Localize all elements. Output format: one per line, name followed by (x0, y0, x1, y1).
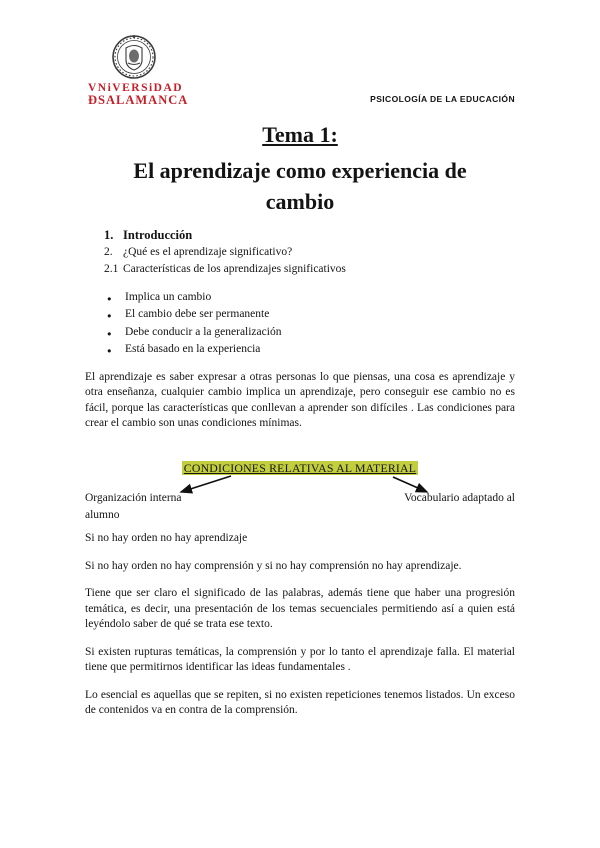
university-seal-icon (111, 34, 157, 80)
document-title-subject: El aprendizaje como experiencia de cambio (133, 158, 467, 214)
paragraph-intro: El aprendizaje es saber expresar a otras personas lo que piensas, una cosa es aprendizaje y otra enseñanza, cualquier cambio implica un aprendizaje, pero conseguir ese cambio no es fácil, porque las características que conllevan a aprender son difíciles . Las condiciones para crear el cambio son unas condiciones mínimas. (85, 370, 515, 429)
outline-item (85, 262, 515, 278)
paragraph-significado: Tiene que ser claro el significado de las palabras, además tiene que haber una progresión temática, es decir, una presentación de los temas secuenciales permitiendo así a quien está leyéndolo saber de qué se trata ese texto. (85, 587, 515, 630)
bullet-item: ● Está basado en la experiencia (85, 342, 515, 358)
document-title (100, 122, 500, 217)
outline-text: Introducción (123, 228, 193, 242)
document-title-tema: Tema 1: (262, 122, 338, 147)
bullet-list (85, 290, 515, 358)
diagram-label-right-wrap: alumno (85, 508, 120, 521)
bullet-item: ● Implica un cambio (85, 290, 515, 306)
outline-text: ¿Qué es el aprendizaje significativo? (123, 246, 293, 258)
university-name-line2: ÐSALAMANCA (88, 93, 189, 107)
document-body (85, 228, 515, 719)
diagram-labels-row (85, 491, 515, 507)
outline-list (85, 228, 515, 278)
outline-item (85, 245, 515, 261)
diagram-label-right: Vocabulario adaptado al (404, 492, 515, 504)
bullet-item: ● Debe conducir a la generalización (85, 325, 515, 341)
university-name-line1: VNiVERSiDAD (88, 82, 184, 94)
outline-number: 2. (104, 246, 113, 258)
outline-number: 2.1 (104, 263, 119, 275)
paragraph-rupturas: Si existen rupturas temáticas, la comprensión y por lo tanto el aprendizaje falla. El material tiene que permitirnos identificar las ideas fundamentales . (85, 645, 515, 673)
outline-item (85, 228, 515, 244)
diagram-label-left: Organización interna (85, 492, 182, 504)
paragraph-orden: Si no hay orden no hay aprendizaje (85, 532, 248, 544)
course-label: PSICOLOGÍA DE LA EDUCACIÓN (370, 94, 515, 104)
bullet-item: ● El cambio debe ser permanente (85, 307, 515, 323)
paragraph-comprension: Si no hay orden no hay comprensión y si no hay comprensión no hay aprendizaje. (85, 559, 462, 572)
paragraph-esencial: Lo esencial es aquellas que se repiten, si no existen repeticiones tenemos listados. Un exceso de contenidos va en contra de la comprensión. (85, 688, 515, 716)
university-logo (88, 34, 189, 107)
outline-text: Características de los aprendizajes significativos (123, 263, 346, 275)
conditions-heading: CONDICIONES RELATIVAS AL MATERIAL (183, 460, 417, 475)
conditions-diagram (85, 461, 515, 524)
outline-number: 1. (104, 228, 114, 242)
